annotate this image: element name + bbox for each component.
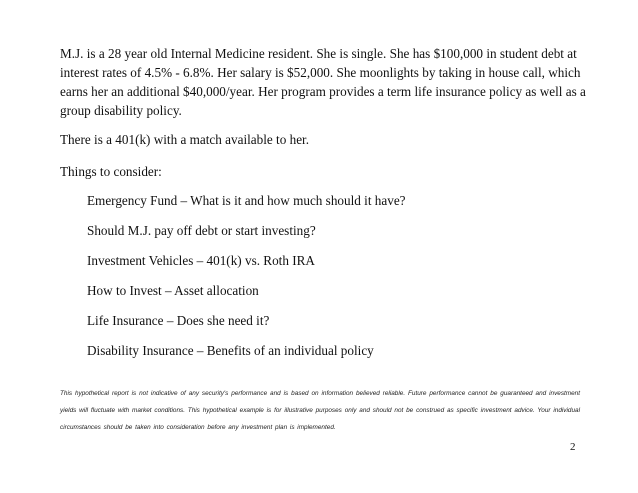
consideration-item: Should M.J. pay off debt or start investing? — [87, 223, 316, 238]
consideration-item: How to Invest – Asset allocation — [87, 283, 259, 298]
consideration-item: Investment Vehicles – 401(k) vs. Roth IRA — [87, 253, 315, 268]
page-number: 2 — [570, 441, 576, 453]
disclaimer-text: This hypothetical report is not indicative of any security's performance and is based on information believed reliable. Future performance cannot be guaranteed and investment yields will fluctuate with market conditions. This hypothetical example is for illustrative purposes only and should not be construed as specific investment advice. Your individual circumstances should be taken into consideration before any investment plan is implemented. — [60, 390, 580, 431]
consideration-item: Disability Insurance – Benefits of an individual policy — [87, 343, 374, 358]
considerations-heading: Things to consider: — [60, 164, 162, 179]
consideration-item: Life Insurance – Does she need it? — [87, 313, 270, 328]
consideration-item: Emergency Fund – What is it and how much should it have? — [87, 193, 406, 208]
retirement-note: There is a 401(k) with a match available to her. — [60, 132, 310, 147]
case-description: M.J. is a 28 year old Internal Medicine resident. She is single. She has $100,000 in student debt at interest rates of 4.5% - 6.8%. Her salary is $52,000. She moonlights by taking in house call, which earns her an additional $40,000/year. Her program provides a term life insurance policy as well as a group disability policy. — [60, 46, 586, 118]
